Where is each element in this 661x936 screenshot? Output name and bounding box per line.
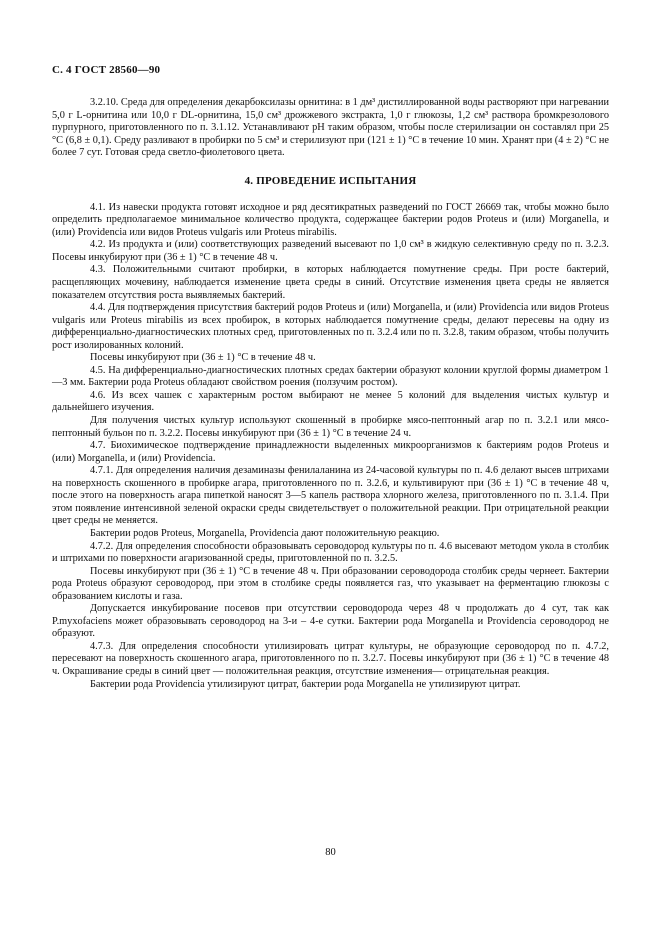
page-number: 80 xyxy=(325,847,336,858)
paragraph-4-6-pure-cultures: Для получения чистых культур используют скошенный в пробирке мясо-пептонный агар по п. 3.2.1 или мясо-пептонный бульон по п. 3.2.2. Посевы инкубируют при (36 ± 1) °С в течение 24 ч. xyxy=(52,415,609,439)
section-heading: 4. ПРОВЕДЕНИЕ ИСПЫТАНИЯ xyxy=(244,174,417,187)
paragraph-4-7-1-result: Бактерии родов Proteus, Morganella, Providencia дают положительную реакцию. xyxy=(90,527,440,539)
paragraph-4-1: 4.1. Из навески продукта готовят исходное и ряд десятикратных разведений по ГОСТ 26669 так, чтобы можно было определить предполагаемое минимальное количество продукта, содержащее бактерии родов Proteus и (или) Morganella, и (или) Providencia или видов Proteus vulgaris или Proteus mirabilis. xyxy=(52,201,609,238)
paragraph-4-7-3: 4.7.3. Для определения способности утилизировать цитрат культуры, не образующие сероводород по п. 4.7.2, пересевают на поверхность скошенного агара, приготовленного по п. 3.2.7. Посевы инкубируют при (36 ± 1) °С в течение 48 ч. Окрашивание среды в синий цвет — положительная реакция, отсутствие изменения— отрицательная реакция. xyxy=(52,640,609,677)
paragraph-4-5: 4.5. На дифференциально-диагностических плотных средах бактерии образуют колонии круглой формы диаметром 1—3 мм. Бактерии рода Proteus обладают свойством роения (ползучим ростом). xyxy=(52,364,609,389)
paragraph-4-7: 4.7. Биохимическое подтверждение принадлежности выделенных микроорганизмов к бактериям родов Proteus и (или) Morganella, и (или) Providencia. xyxy=(52,440,609,464)
paragraph-4-6: 4.6. Из всех чашек с характерным ростом выбирают не менее 5 колоний для выделения чистых культур и дальнейшего изучения. xyxy=(52,389,609,414)
paragraph-4-4: 4.4. Для подтверждения присутствия бактерий родов Proteus и (или) Morganella, и (или) Providencia или видов Proteus vulgaris или Proteus mirabilis из всех пробирок, в которых наблюдается помутнение среды, делают пересевы на одну из дифференциально-диагностических плотных сред, приготовленных по п. 3.2.4 или по п. 3.2.8, таким образом, чтобы получить рост изолированных колоний. xyxy=(52,302,609,351)
paragraph-4-7-1: 4.7.1. Для определения наличия дезаминазы фенилаланина из 24-часовой культуры по п. 4.6 делают высев штрихами на поверхность скошенного в пробирке агара, приготовленного по п. 3.2.6, и культивируют при (36 ± 1) °С в течение 48 ч, после этого на поверхность агара пипеткой наносят 3—5 капель раствора хлорного железа, приготовленного по п. 3.1.4. При этом появление интенсивной зеленой окраски среды свидетельствует о положительной реакции. При отрицательной реакции цвет среды не меняется. xyxy=(52,465,609,527)
paragraph-4-2: 4.2. Из продукта и (или) соответствующих разведений высевают по 1,0 см³ в жидкую селективную среду по п. 3.2.3. Посевы инкубируют при (36 ± 1) °С в течение 48 ч. xyxy=(52,239,609,263)
paragraph-4-7-3-result: Бактерии рода Providencia утилизируют цитрат, бактерии рода Morganella не утилизируют цитрат. xyxy=(90,678,521,690)
running-header: С. 4 ГОСТ 28560—90 xyxy=(52,64,161,76)
paragraph-4-4-incubation: Посевы инкубируют при (36 ± 1) °С в течение 48 ч. xyxy=(90,352,316,364)
paragraph-4-7-2: 4.7.2. Для определения способности образовывать сероводород культуры по п. 4.6 высевают методом укола в столбик и штрихами по поверхности агаризованной среды, приготовленной по п. 3.2.5. xyxy=(52,540,609,565)
paragraph-4-3: 4.3. Положительными считают пробирки, в которых наблюдается помутнение среды. При росте бактерий, расщепляющих мочевину, наблюдается изменение цвета среды в синий. Отсутствие изменения цвета среды не является показателем отсутствия роста выявляемых бактерий. xyxy=(52,264,609,301)
paragraph-4-7-2-extension: Допускается инкубирование посевов при отсутствии сероводорода через 48 ч продолжать до 4 сут, так как P.myxofaciens может образовывать сероводород на 3-и – 4-е сутки. Бактерии рода Morganella и Providencia сероводород не образуют. xyxy=(52,603,609,640)
document-page xyxy=(52,64,609,691)
paragraph-4-7-2-incubation: Посевы инкубируют при (36 ± 1) °С в течение 48 ч. При образовании сероводорода столбик среды чернеет. Бактерии рода Proteus образуют сероводород, при этом в столбике среды появляется газ, что указывает на ферментацию глюкозы с образованием кислоты и газа. xyxy=(52,565,609,602)
paragraph-3-2-10: 3.2.10. Среда для определения декарбоксилазы орнитина: в 1 дм³ дистиллированной воды растворяют при нагревании 5,0 г L-орнитина или 10,0 г DL-орнитина, 15,0 см³ дрожжевого экстракта, 1,0 г глюкозы, 1,2 см³ раствора бромкрезолового пурпурного, приготовленного по п. 3.1.12. Устанавливают pH таким образом, чтобы после стерилизации он составлял при 25 °С (6,8 ± 0,1). Среду разливают в пробирки по 5 см³ и стерилизуют при (121 ± 1) °С в течение 10 мин. Хранят при (4 ± 2) °С не более 7 сут. Готовая среда светло-фиолетового цвета. xyxy=(52,97,609,159)
